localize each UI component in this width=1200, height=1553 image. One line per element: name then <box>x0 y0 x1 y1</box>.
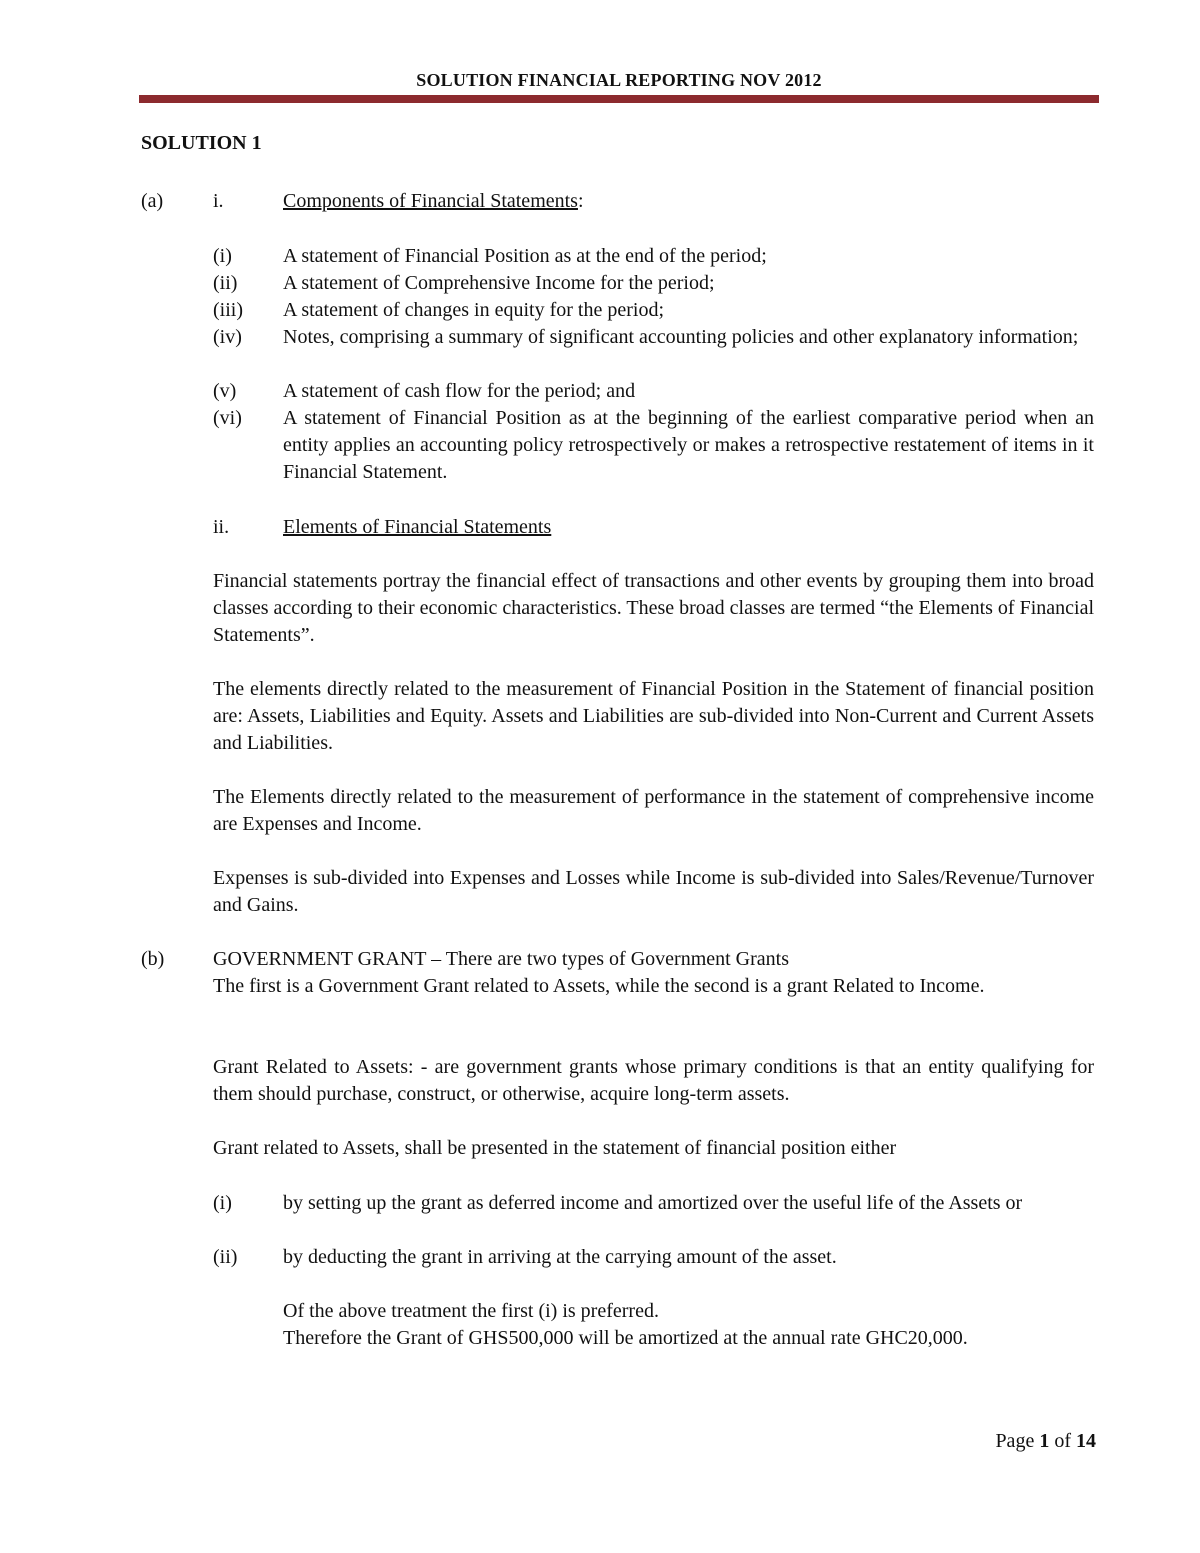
page-header-title: SOLUTION FINANCIAL REPORTING NOV 2012 <box>416 70 822 90</box>
elements-paragraph: The Elements directly related to the measurement of performance in the statement of comprehensive income are Expenses and Income. <box>213 786 1094 835</box>
elements-paragraph: Financial statements portray the financial effect of transactions and other events by grouping them into broad classes according to their economic characteristics. These broad classes are termed “the Elements of Financial Statements”. <box>213 570 1094 646</box>
part-a-label: (a) <box>141 190 164 212</box>
component-item-label: (i) <box>213 245 232 267</box>
component-item-text: Notes, comprising a summary of significant accounting policies and other explanatory information; <box>283 326 1079 348</box>
presentation-item-text: by deducting the grant in arriving at the carrying amount of the asset. <box>283 1246 837 1268</box>
presentation-item-text: by setting up the grant as deferred income and amortized over the useful life of the Assets or <box>283 1192 1023 1214</box>
sub-ii-numeral: ii. <box>213 516 230 538</box>
sub-i-numeral: i. <box>213 190 224 212</box>
solution-title: SOLUTION 1 <box>141 132 262 154</box>
component-item-label: (vi) <box>213 407 242 429</box>
page-number-middle: of <box>1049 1430 1076 1452</box>
page-number-prefix: Page <box>995 1430 1040 1452</box>
sub-i-heading <box>283 188 584 215</box>
component-item-text: A statement of Financial Position as at the beginning of the earliest comparative period when an entity applies an accounting policy retrospectively or makes a retrospective restatement of items in it Financial Statement. <box>283 407 1094 483</box>
sub-i-heading-text: Components of Financial Statements <box>283 190 578 212</box>
component-item-text: A statement of Comprehensive Income for the period; <box>283 272 715 294</box>
part-b-heading: GOVERNMENT GRANT – There are two types of Government Grants <box>213 948 790 970</box>
grant-assets-paragraph: Grant Related to Assets: - are government grants whose primary conditions is that an entity qualifying for them should purchase, construct, or otherwise, acquire long-term assets. <box>213 1056 1094 1105</box>
sub-i-heading-suffix: : <box>577 190 584 212</box>
component-item-label: (iii) <box>213 299 243 321</box>
component-item-label: (v) <box>213 380 237 402</box>
page-number-total: 14 <box>1076 1430 1096 1452</box>
component-item-text: A statement of Financial Position as at the end of the period; <box>283 245 767 267</box>
component-item-label: (iv) <box>213 326 242 348</box>
page-number-current: 1 <box>1039 1430 1050 1452</box>
presentation-item-label: (i) <box>213 1192 232 1214</box>
grant-presentation-paragraph: Grant related to Assets, shall be presented in the statement of financial position either <box>213 1137 897 1159</box>
part-b-label: (b) <box>141 948 165 970</box>
header-rule <box>139 95 1099 103</box>
elements-paragraph: Expenses is sub-divided into Expenses and Losses while Income is sub-divided into Sales/Revenue/Turnover and Gains. <box>213 867 1094 916</box>
conclusion-line: Therefore the Grant of GHS500,000 will be amortized at the annual rate GHC20,000. <box>283 1327 968 1349</box>
elements-paragraph: The elements directly related to the measurement of Financial Position in the Statement of financial position are: Assets, Liabilities and Equity. Assets and Liabilities are sub-divided into Non-Current and Current Assets and Liabilities. <box>213 678 1094 754</box>
sub-ii-heading: Elements of Financial Statements <box>283 516 552 538</box>
component-item-text: A statement of changes in equity for the period; <box>283 299 665 321</box>
page-number <box>995 1430 1096 1453</box>
component-item-label: (ii) <box>213 272 238 294</box>
conclusion-line: Of the above treatment the first (i) is preferred. <box>283 1300 659 1322</box>
component-item-text: A statement of cash flow for the period; and <box>283 380 636 402</box>
presentation-item-label: (ii) <box>213 1246 238 1268</box>
part-b-intro: The first is a Government Grant related to Assets, while the second is a grant Related to Income. <box>213 975 985 997</box>
